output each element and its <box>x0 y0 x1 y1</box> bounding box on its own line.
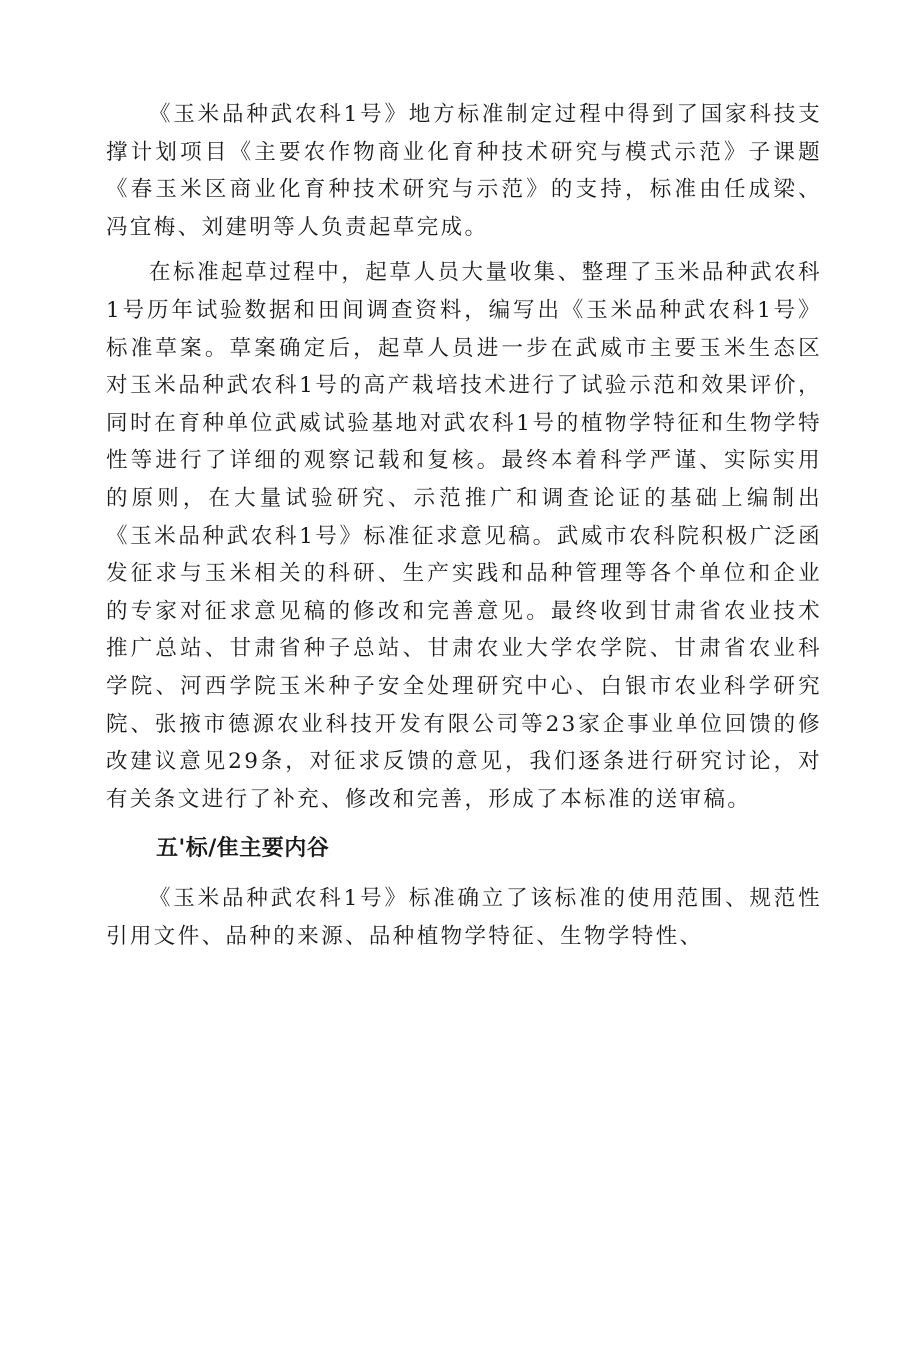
section-heading: 五'标/隹主要内谷 <box>156 836 330 862</box>
paragraph-standard-content: 《玉米品种武农科1号》标准确立了该标准的使用范围、规范性引用文件、品种的来源、品种植物学特征、生物学特性、 <box>106 886 822 949</box>
paragraph-drafting-process: 在标准起草过程中，起草人员大量收集、整理了玉米品种武农科1号历年试验数据和田间调查资料，编写出《玉米品种武农科1号》标准草案。草案确定后，起草人员进一步在武威市主要玉米生态区对玉米品种武农科1号的高产栽培技术进行了试验示范和效果评价，同时在育种单位武威试验基地对武农科1号的植物学特征和生物学特性等进行了详细的观察记载和复核。最终本着科学严谨、实际实用的原则，在大量试验研究、示范推广和调查论证的基础上编制出《玉米品种武农科1号》标准征求意见稿。武威市农科院积极广泛函发征求与玉米相关的科研、生产实践和品种管理等各个单位和企业的专家对征求意见稿的修改和完善意见。最终收到甘肃省农业技术推广总站、甘肃省种子总站、甘肃农业大学农学院、甘肃省农业科学院、河西学院玉米种子安全处理研究中心、白银市农业科学研究院、张掖市德源农业科技开发有限公司等23家企事业单位回馈的修改建议意见29条，对征求反馈的意见，我们逐条进行研究讨论，对有关条文进行了补充、修改和完善，形成了本标准的送审稿。 <box>106 260 822 812</box>
paragraph-funding-and-drafters: 《玉米品种武农科1号》地方标准制定过程中得到了国家科技支撑计划项目《主要农作物商业化育种技术研究与模式示范》子课题《春玉米区商业化育种技术研究与示范》的支持，标准由任成梁、冯宜梅、刘建明等人负责起草完成。 <box>106 102 822 240</box>
document-page <box>106 96 822 955</box>
